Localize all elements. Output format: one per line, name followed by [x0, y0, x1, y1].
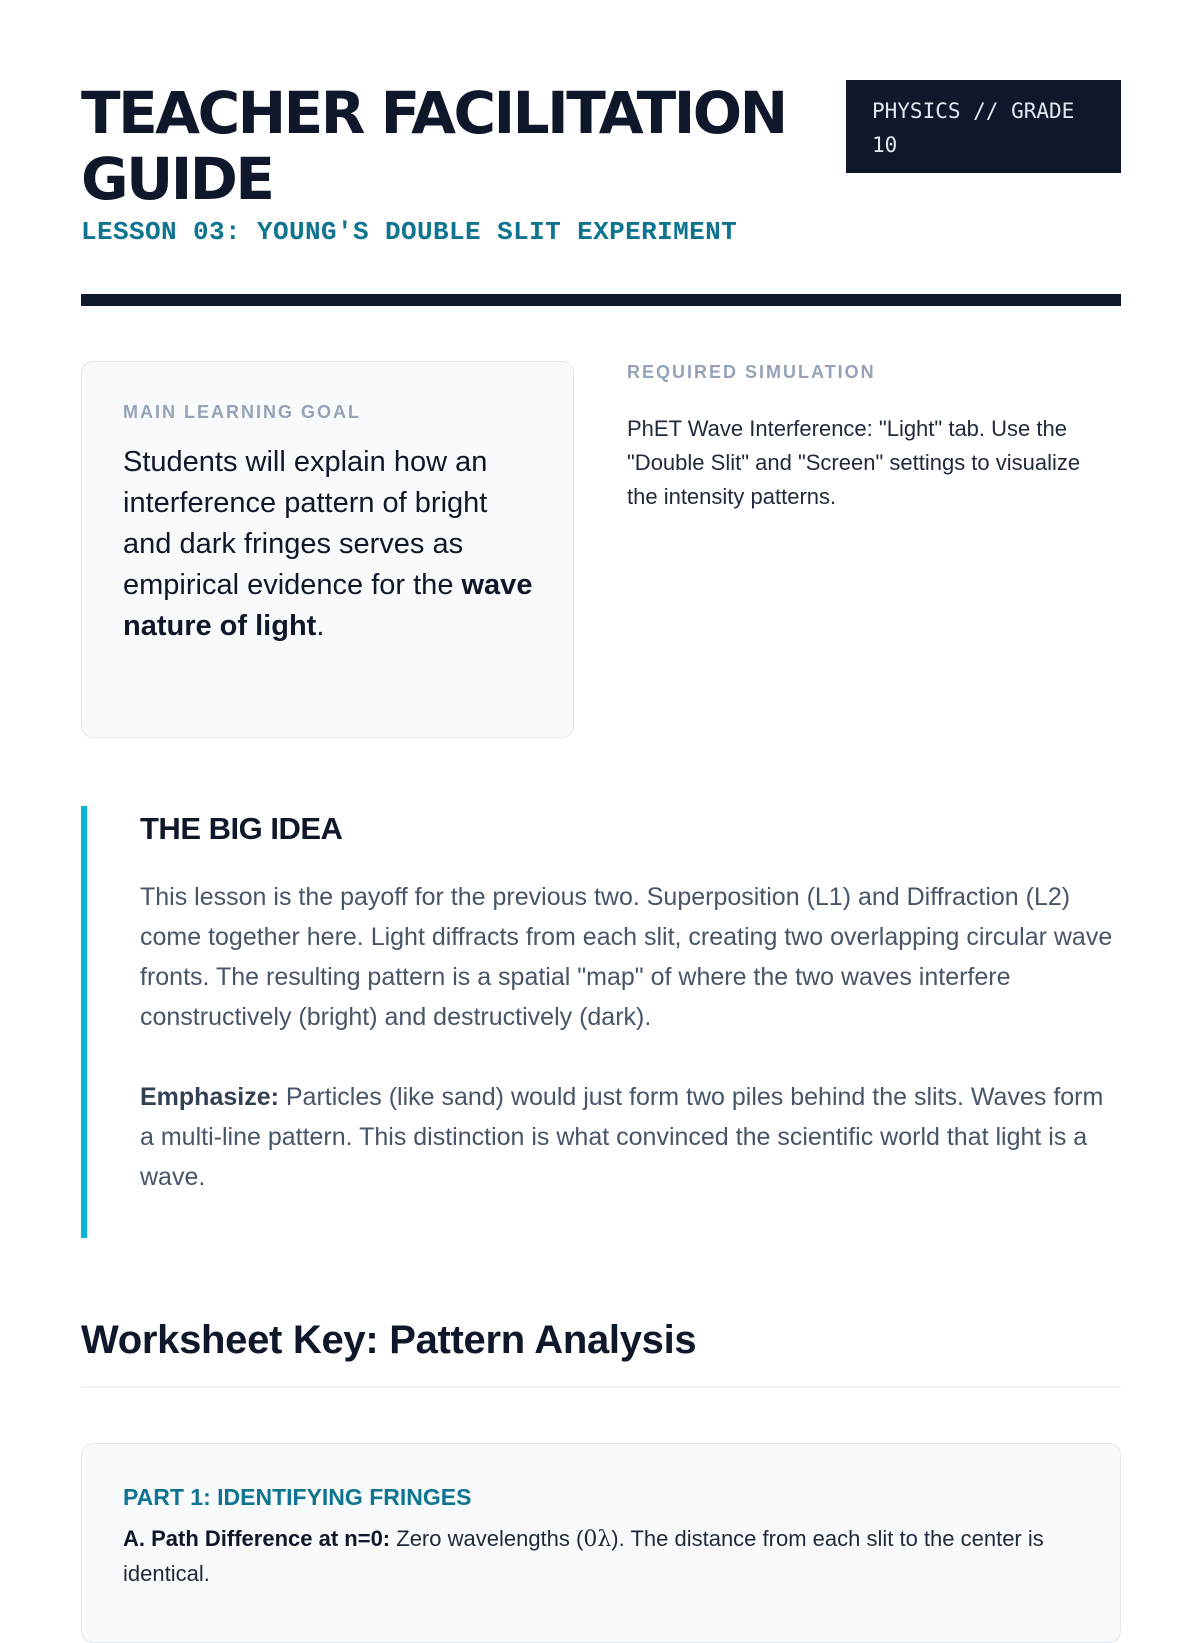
big-idea-callout: [81, 806, 1121, 1238]
worksheet-key-title: Worksheet Key: Pattern Analysis: [81, 1318, 697, 1362]
big-idea-emphasize: [140, 1077, 1121, 1197]
simulation-description: PhET Wave Interference: "Light" tab. Use the "Double Slit" and "Screen" settings to visualize the intensity patterns.: [627, 416, 1081, 509]
answer-item-math: 0λ: [583, 1527, 612, 1552]
emphasize-label: Emphasize:: [140, 1083, 279, 1111]
simulation-label: REQUIRED SIMULATION: [627, 362, 876, 382]
part-1-title: PART 1: IDENTIFYING FRINGES: [123, 1484, 472, 1510]
learning-goal-label: MAIN LEARNING GOAL: [123, 402, 361, 422]
learning-goal-emphasis: wave nature of light: [123, 569, 533, 642]
answer-item-text: Zero wavelengths (: [390, 1526, 584, 1551]
learning-goal-card: [81, 361, 574, 738]
answer-item-text-end: ). The distance from each slit to the center is identical.: [123, 1526, 1044, 1586]
answer-item-a: [123, 1522, 1080, 1591]
worksheet-divider: [81, 1386, 1121, 1388]
learning-goal-body: Students will explain how an interference pattern of bright and dark fringes serves as empirical evidence for the: [123, 446, 488, 601]
big-idea-paragraph: This lesson is the payoff for the previous two. Superposition (L1) and Diffraction (L2) come together here. Light diffracts from each slit, creating two overlapping circular wave fronts. The resulting pattern is a spatial "map" of where the two waves interfere constructively (bright) and destructively (dark).: [140, 883, 1113, 1031]
learning-goal-text: [123, 442, 533, 647]
lesson-subtitle: LESSON 03: YOUNG'S DOUBLE SLIT EXPERIMENT: [81, 217, 738, 247]
big-idea-heading: THE BIG IDEA: [140, 811, 343, 846]
answer-item-label: A. Path Difference at n=0:: [123, 1526, 391, 1551]
part-1-card: [81, 1443, 1121, 1643]
learning-goal-end: .: [316, 610, 325, 642]
emphasize-text: Particles (like sand) would just form two piles behind the slits. Waves form a multi-line pattern. This distinction is what convinced the scientific world that light is a wave.: [140, 1083, 1104, 1191]
subject-grade-badge: PHYSICS // GRADE 10: [846, 80, 1121, 173]
required-simulation: [627, 362, 1107, 514]
page-title: TEACHER FACILITATION GUIDE: [81, 79, 786, 213]
header-divider: [81, 294, 1121, 306]
